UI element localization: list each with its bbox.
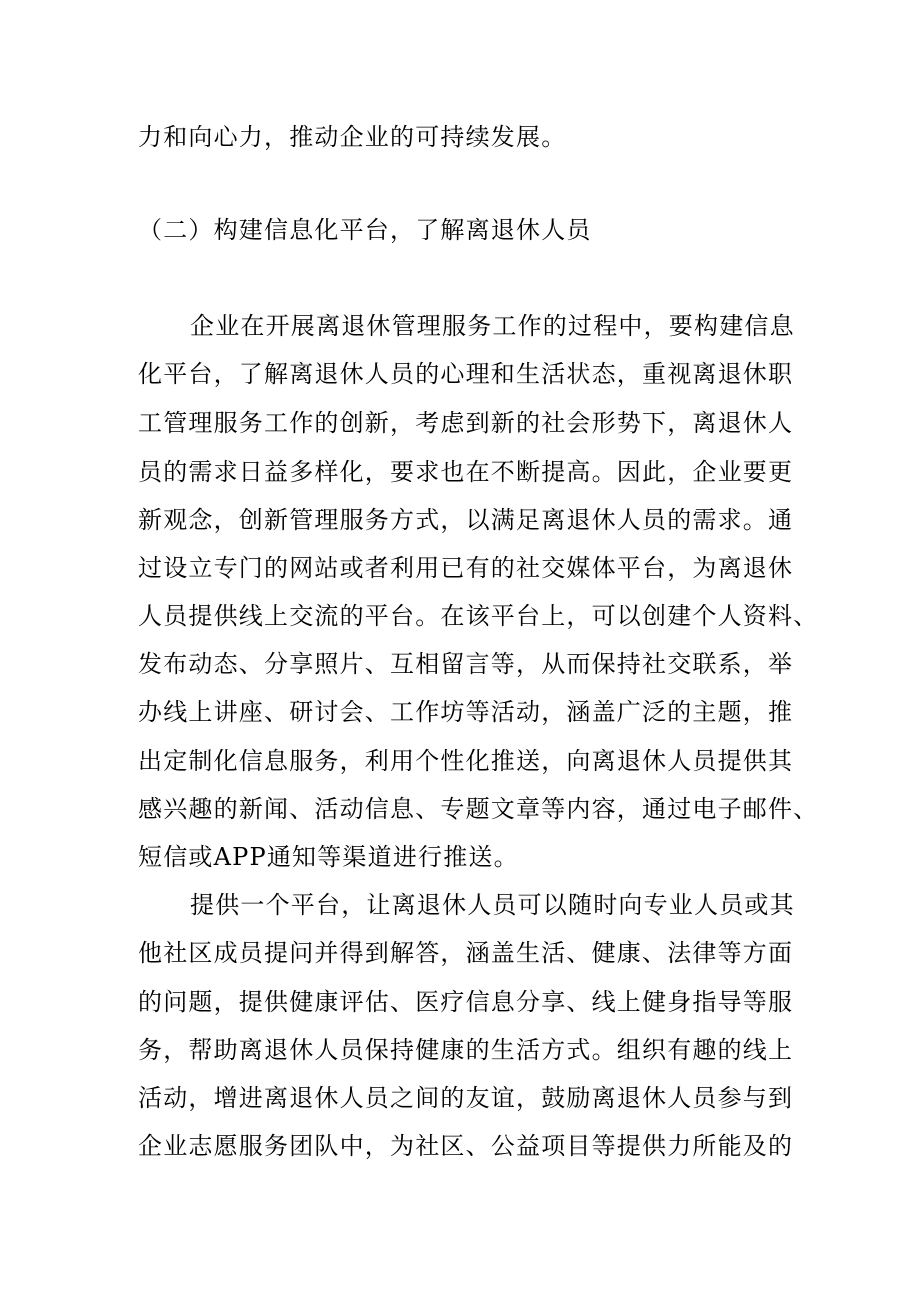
paragraph-line: 力和向心力，推动企业的可持续发展。 (138, 123, 567, 151)
paragraph-line: 新观念，创新管理服务方式，以满足离退休人员的需求。通 (138, 506, 794, 534)
paragraph-line: 出定制化信息服务，利用个性化推送，向离退休人员提供其 (138, 747, 794, 775)
paragraph-line: 发布动态、分享照片、互相留言等，从而保持社交联系，举 (138, 650, 794, 678)
paragraph-line: 企业志愿服务团队中，为社区、公益项目等提供力所能及的 (138, 1132, 794, 1160)
paragraph-line: 化平台，了解离退休人员的心理和生活状态，重视离退休职 (138, 360, 794, 388)
paragraph-line: 人员提供线上交流的平台。在该平台上，可以创建个人资料、 (138, 602, 819, 630)
paragraph-line: 活动，增进离退休人员之间的友谊，鼓励离退休人员参与到 (138, 1084, 794, 1112)
paragraph-line: 的问题，提供健康评估、医疗信息分享、线上健身指导等服 (138, 988, 794, 1016)
paragraph-line: 短信或APP通知等渠道进行推送。 (138, 843, 519, 871)
paragraph-line: 提供一个平台，让离退休人员可以随时向专业人员或其 (190, 891, 795, 919)
paragraph-line: 企业在开展离退休管理服务工作的过程中，要构建信息 (190, 312, 795, 340)
section-heading: （二）构建信息化平台，了解离退休人员 (138, 216, 592, 244)
paragraph-line: 员的需求日益多样化，要求也在不断提高。因此，企业要更 (138, 458, 794, 486)
paragraph-line: 感兴趣的新闻、活动信息、专题文章等内容，通过电子邮件、 (138, 795, 819, 823)
paragraph-line: 他社区成员提问并得到解答，涵盖生活、健康、法律等方面 (138, 939, 794, 967)
paragraph-line: 办线上讲座、研讨会、工作坊等活动，涵盖广泛的主题，推 (138, 698, 794, 726)
paragraph-line: 务，帮助离退休人员保持健康的生活方式。组织有趣的线上 (138, 1036, 794, 1064)
paragraph-line: 工管理服务工作的创新，考虑到新的社会形势下，离退休人 (138, 409, 794, 437)
paragraph-line: 过设立专门的网站或者利用已有的社交媒体平台，为离退休 (138, 554, 794, 582)
